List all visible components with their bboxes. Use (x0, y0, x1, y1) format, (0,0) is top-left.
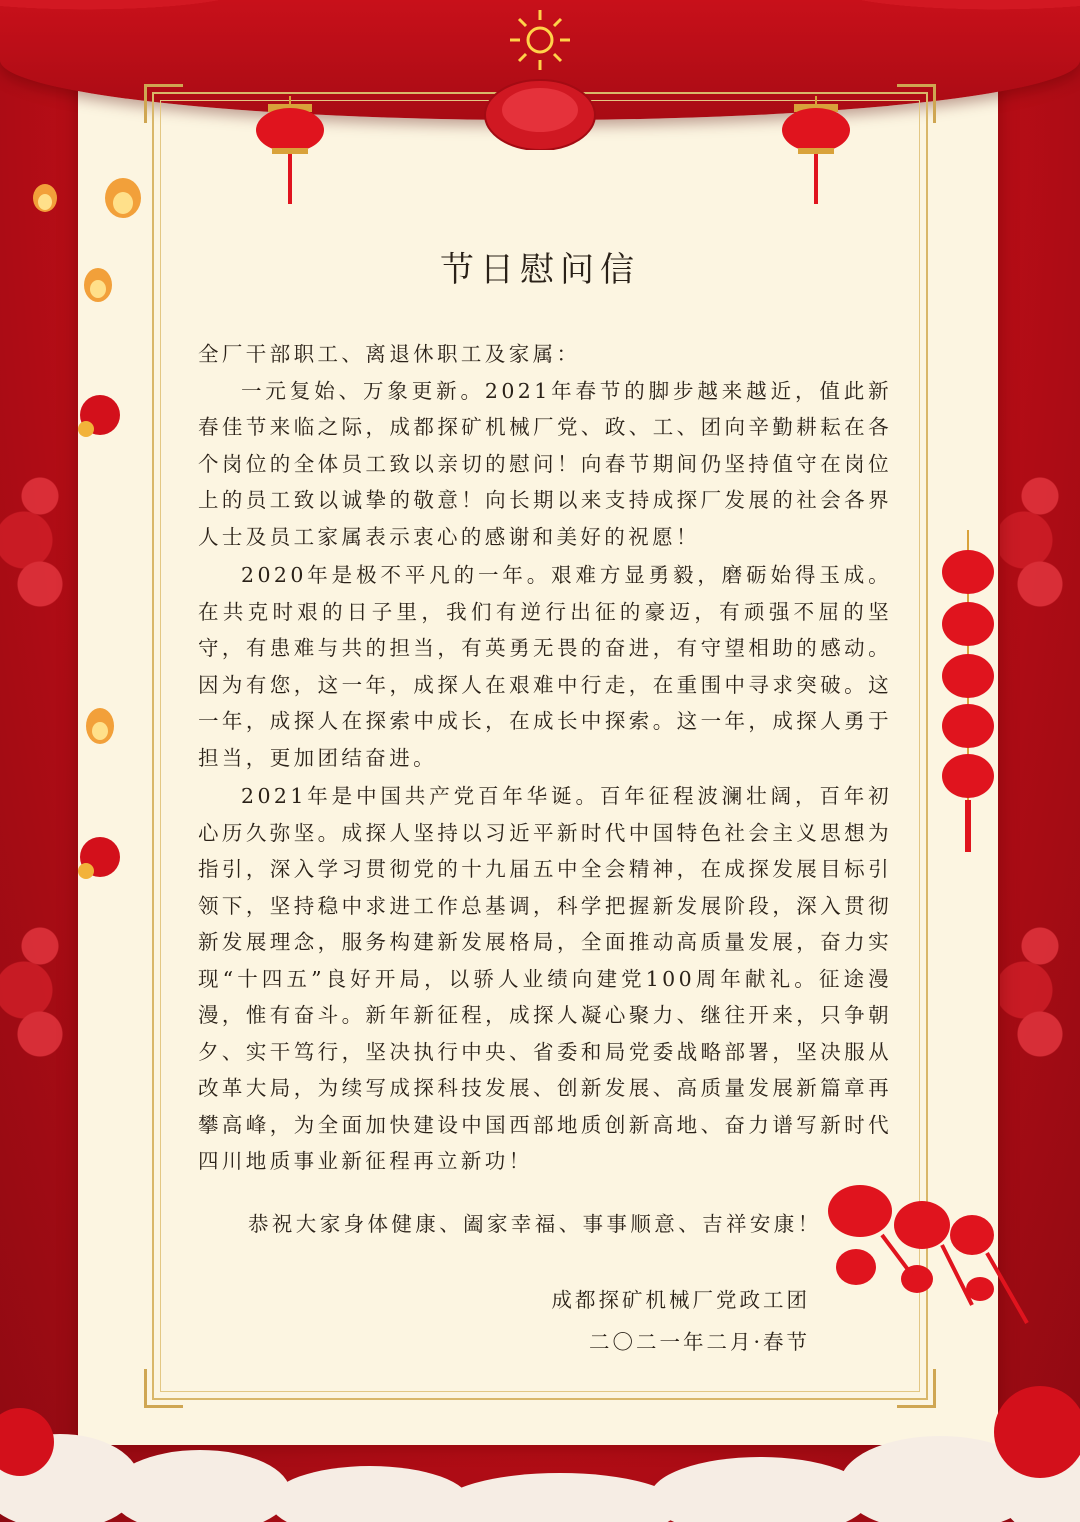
hanging-lantern-left-icon (252, 96, 328, 208)
lantern-cluster-icon (822, 1175, 1037, 1325)
sky-lantern-icon (100, 175, 146, 221)
signature-organization: 成都探矿机械厂党政工团 (551, 1288, 810, 1312)
signature-date: 二〇二一年二月·春节 (588, 1330, 810, 1354)
signature-block (552, 1279, 811, 1363)
frame-corner-ornament (144, 84, 183, 123)
red-flower-icon (74, 393, 124, 441)
sun-ornament-icon (480, 0, 600, 150)
left-flower-pattern (0, 430, 80, 650)
letter-body (198, 336, 892, 1180)
right-flower-pattern (1000, 430, 1080, 650)
left-flower-pattern-lower (0, 880, 80, 1100)
paragraph-2: 2020年是极不平凡的一年。艰难方显勇毅，磨砺始得玉成。在共克时艰的日子里，我们有逆行出征的豪迈，有顽强不屈的坚守，有患难与共的担当，有英勇无畏的奋进，有守望相助的感动。因为有您，这一年，成探人在艰难中行走，在重围中寻求突破。这一年，成探人在探索中成长，在成长中探索。这一年，成探人勇于担当，更加团结奋进。 (198, 563, 892, 770)
letter-title: 节日慰问信 (440, 250, 640, 290)
hanging-lantern-right-icon (778, 96, 854, 208)
red-flower-icon (74, 835, 124, 883)
right-flower-pattern-lower (1000, 880, 1080, 1100)
closing-wishes: 恭祝大家身体健康、阖家幸福、事事顺意、吉祥安康！ (248, 1212, 822, 1236)
lantern-string-icon (938, 530, 998, 860)
sky-lantern-icon (82, 705, 118, 747)
paragraph-1: 一元复始、万象更新。2021年春节的脚步越来越近，值此新春佳节来临之际，成都探矿机械厂党、政、工、团向辛勤耕耘在各个岗位的全体员工致以亲切的慰问！向春节期间仍坚持值守在岗位上的员工致以诚挚的敬意！向长期以来支持成探厂发展的社会各界人士及员工家属表示衷心的感谢和美好的祝愿！ (198, 378, 892, 549)
paragraph-3: 2021年是中国共产党百年华诞。百年征程波澜壮阔，百年初心历久弥坚。成探人坚持以习近平新时代中国特色社会主义思想为指引，深入学习贯彻党的十九届五中全会精神，在成探发展目标引领下，坚持稳中求进工作总基调，科学把握新发展阶段，深入贯彻新发展理念，服务构建新发展格局，全面推动高质量发展，奋力实现“十四五”良好开局，以骄人业绩向建党100周年献礼。征途漫漫，惟有奋斗。新年新征程，成探人凝心聚力、继往开来，只争朝夕、实干笃行，坚决执行中央、省委和局党委战略部署，坚决服从改革大局，为续写成探科技发展、创新发展、高质量发展新篇章再攀高峰，为全面加快建设中国西部地质创新高地、奋力谱写新时代四川地质事业新征程再立新功！ (198, 784, 892, 1173)
sky-lantern-icon (30, 180, 60, 216)
frame-corner-ornament (897, 84, 936, 123)
auspicious-clouds-icon (0, 1372, 1080, 1522)
sky-lantern-icon (80, 265, 116, 305)
salutation: 全厂干部职工、离退休职工及家属： (198, 342, 581, 366)
